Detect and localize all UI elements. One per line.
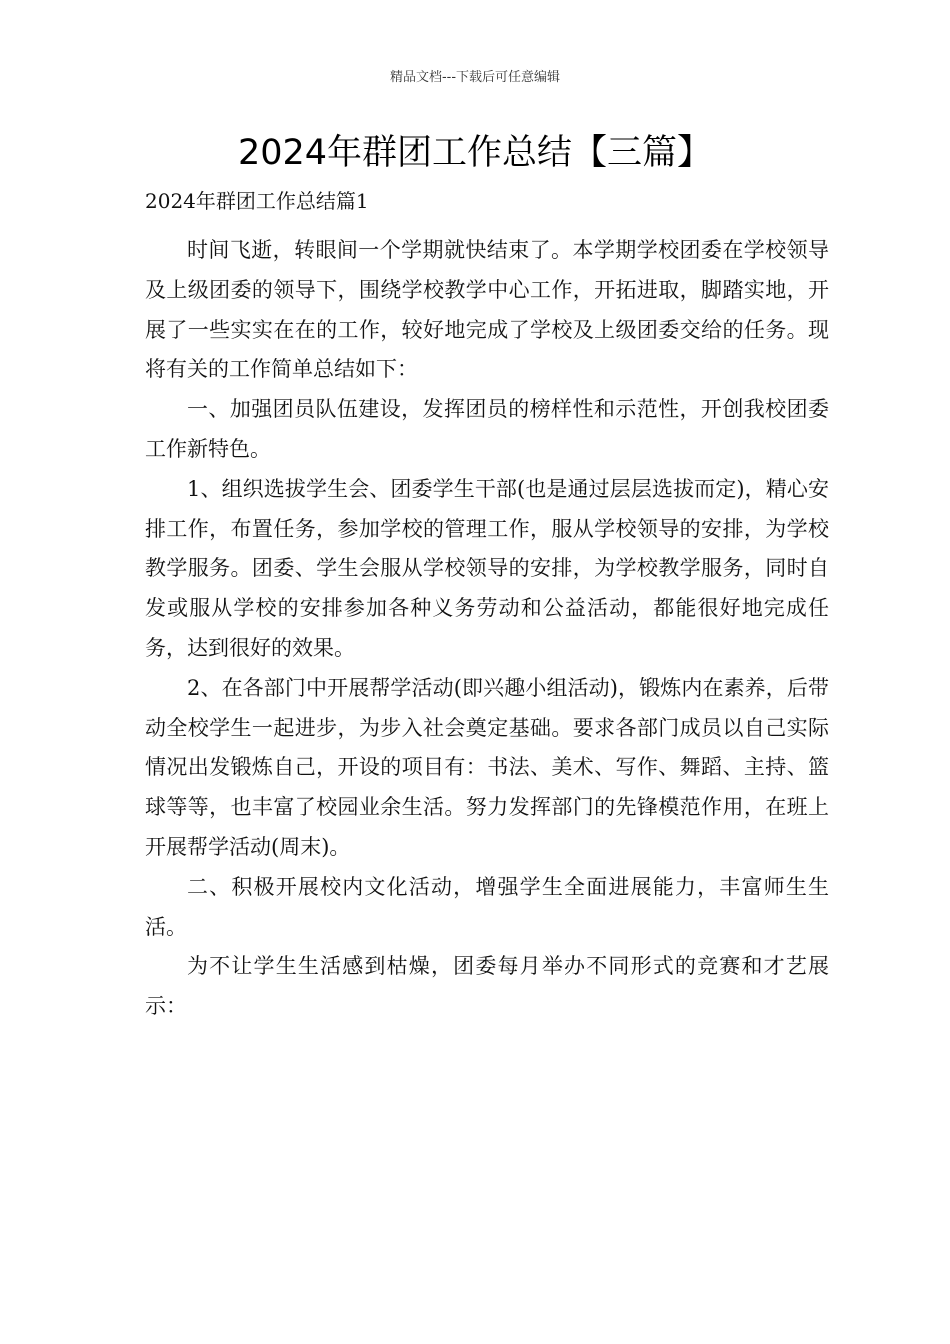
paragraph-activities: 为不让学生生活感到枯燥，团委每月举办不同形式的竞赛和才艺展示：	[145, 954, 829, 1019]
paragraph-intro: 时间飞逝，转眼间一个学期就快结束了。本学期学校团委在学校领导及上级团委的领导下，围绕学校教学中心工作，开拓进取，脚踏实地，开展了一些实实在在的工作，较好地完成了学校及上级团委交给的任务。现将有关的工作简单总结如下：	[145, 238, 829, 382]
paragraph-point-two: 二、积极开展校内文化活动，增强学生全面进展能力，丰富师生生活。	[145, 874, 829, 939]
header-note: 精品文档---下载后可任意编辑	[389, 70, 561, 85]
paragraph-point-one: 一、加强团员队伍建设，发挥团员的榜样性和示范性，开创我校团委工作新特色。	[145, 397, 829, 461]
document-body	[145, 231, 829, 1027]
paragraph-item-2: 2、在各部门中开展帮学活动(即兴趣小组活动)，锻炼内在素养，后带动全校学生一起进步，为步入社会奠定基础。要求各部门成员以自己实际情况出发锻炼自己，开设的项目有：书法、美术、写作、舞蹈、主持、篮球等等，也丰富了校园业余生活。努力发挥部门的先锋模范作用，在班上开展帮学活动(周末)。	[145, 675, 829, 859]
document-title: 2024年群团工作总结【三篇】	[237, 133, 713, 173]
section-heading: 2024年群团工作总结篇1	[145, 189, 369, 213]
paragraph-item-1: 1、组织选拔学生会、团委学生干部(也是通过层层选拔而定)，精心安排工作，布置任务，参加学校的管理工作，服从学校领导的安排，为学校教学服务。团委、学生会服从学校领导的安排，为学校教学服务，同时自发或服从学校的安排参加各种义务劳动和公益活动，都能很好地完成任务，达到很好的效果。	[145, 476, 829, 660]
